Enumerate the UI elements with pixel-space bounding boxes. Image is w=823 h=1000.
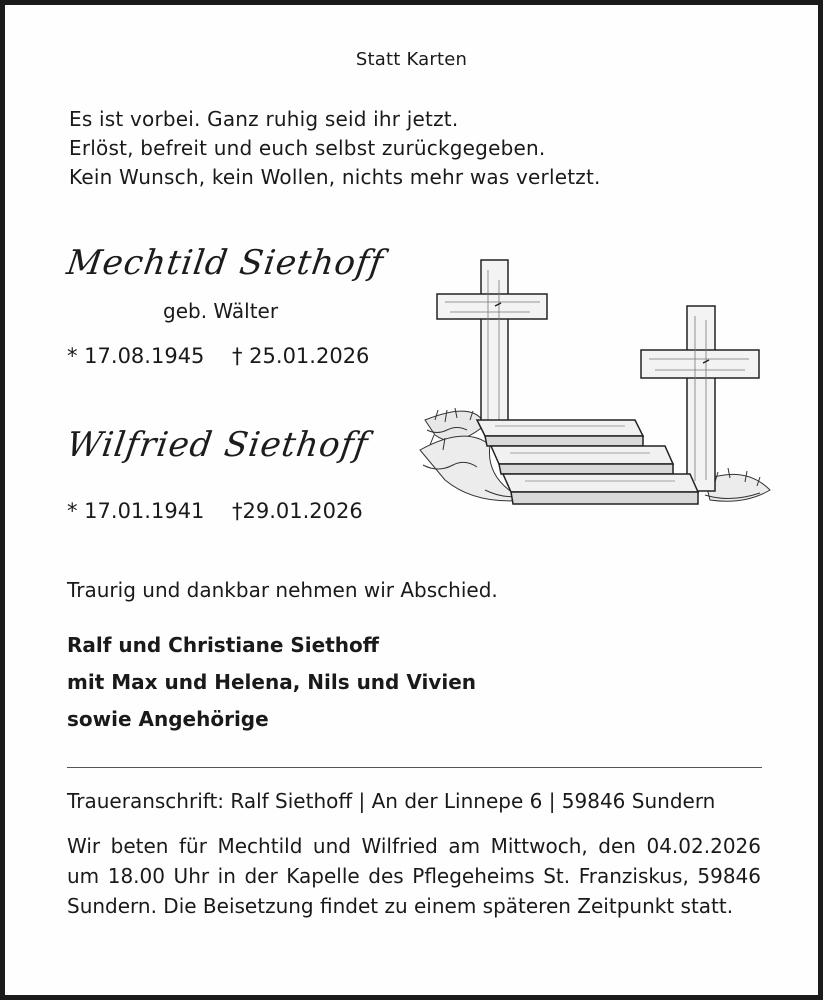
- stone-steps-icon: [477, 420, 698, 504]
- mourning-address: Traueranschrift: Ralf Siethoff | An der Linnepe 6 | 59846 Sundern: [67, 789, 716, 813]
- person2-dates: [67, 499, 363, 523]
- poem-line: Kein Wunsch, kein Wollen, nichts mehr was verletzt.: [69, 165, 601, 189]
- poem: [69, 105, 601, 192]
- service-notice: Wir beten für Mechtild und Wilfried am Mittwoch, den 04.02.2026 um 18.00 Uhr in der Kapelle des Pflegeheims St. Franziskus, 59846 Sundern. Die Beisetzung findet zu einem späteren Zeitpunkt statt.: [67, 834, 761, 918]
- person2-birth-date: * 17.01.1941: [67, 499, 205, 523]
- person1-dates: [67, 344, 369, 368]
- person1-death-date: † 25.01.2026: [232, 344, 370, 368]
- crosses-and-steps-illustration: [415, 250, 775, 535]
- person2-death-date: †29.01.2026: [232, 499, 363, 523]
- family-line: mit Max und Helena, Nils und Vivien: [67, 670, 477, 694]
- farewell-text: Traurig und dankbar nehmen wir Abschied.: [67, 578, 498, 602]
- person2-name: Wilfried Siethoff: [64, 425, 371, 465]
- cross-left-icon: [437, 260, 547, 425]
- divider: [67, 767, 762, 768]
- header-statt-karten: Statt Karten: [355, 49, 468, 70]
- poem-line: Erlöst, befreit und euch selbst zurückgegeben.: [69, 136, 546, 160]
- family-line: Ralf und Christiane Siethoff: [67, 633, 379, 657]
- poem-line: Es ist vorbei. Ganz ruhig seid ihr jetzt.: [69, 107, 459, 131]
- person1-maiden-name: geb. Wälter: [163, 299, 279, 323]
- person1-name: Mechtild Siethoff: [64, 243, 387, 283]
- person1-birth-date: * 17.08.1945: [67, 344, 205, 368]
- family-line: sowie Angehörige: [67, 707, 269, 731]
- family-names: [67, 627, 476, 738]
